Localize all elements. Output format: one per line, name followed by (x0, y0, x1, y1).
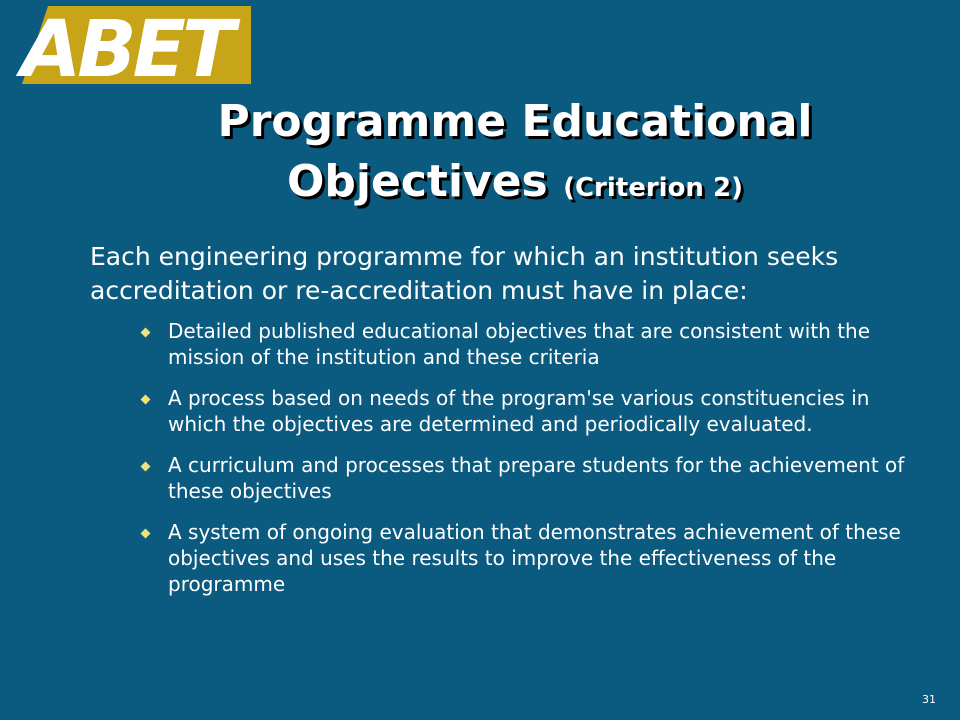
page-number: 31 (922, 693, 936, 706)
page-title (0, 92, 960, 218)
bullet-list (90, 318, 930, 597)
title-objectives: Objectives (287, 156, 548, 207)
abet-logo (8, 6, 251, 84)
bullet-text: A process based on needs of the program'se various constituencies in which the objectives are determined and periodically evaluated. (168, 386, 870, 436)
diamond-bullet-icon (141, 395, 151, 405)
bullet-text: A system of ongoing evaluation that demonstrates achievement of these objectives and uses the results to improve the effectiveness of the programme (168, 520, 901, 596)
bullet-text: Detailed published educational objectives that are consistent with the mission of the institution and these criteria (168, 319, 871, 369)
slide-body (90, 240, 930, 612)
title-line-2 (0, 152, 960, 218)
svg-text:ABET: ABET (20, 6, 232, 84)
list-item (140, 318, 930, 370)
title-line-1: Programme Educational (217, 96, 813, 147)
list-item (140, 385, 930, 437)
list-item (140, 452, 930, 504)
intro-paragraph: Each engineering programme for which an institution seeks accreditation or re-accreditation must have in place: (90, 242, 839, 305)
diamond-bullet-icon (141, 529, 151, 539)
diamond-bullet-icon (141, 462, 151, 472)
diamond-bullet-icon (141, 328, 151, 338)
bullet-text: A curriculum and processes that prepare students for the achievement of these objectives (168, 453, 905, 503)
title-criterion: (Criterion 2) (563, 173, 743, 203)
list-item (140, 519, 930, 597)
